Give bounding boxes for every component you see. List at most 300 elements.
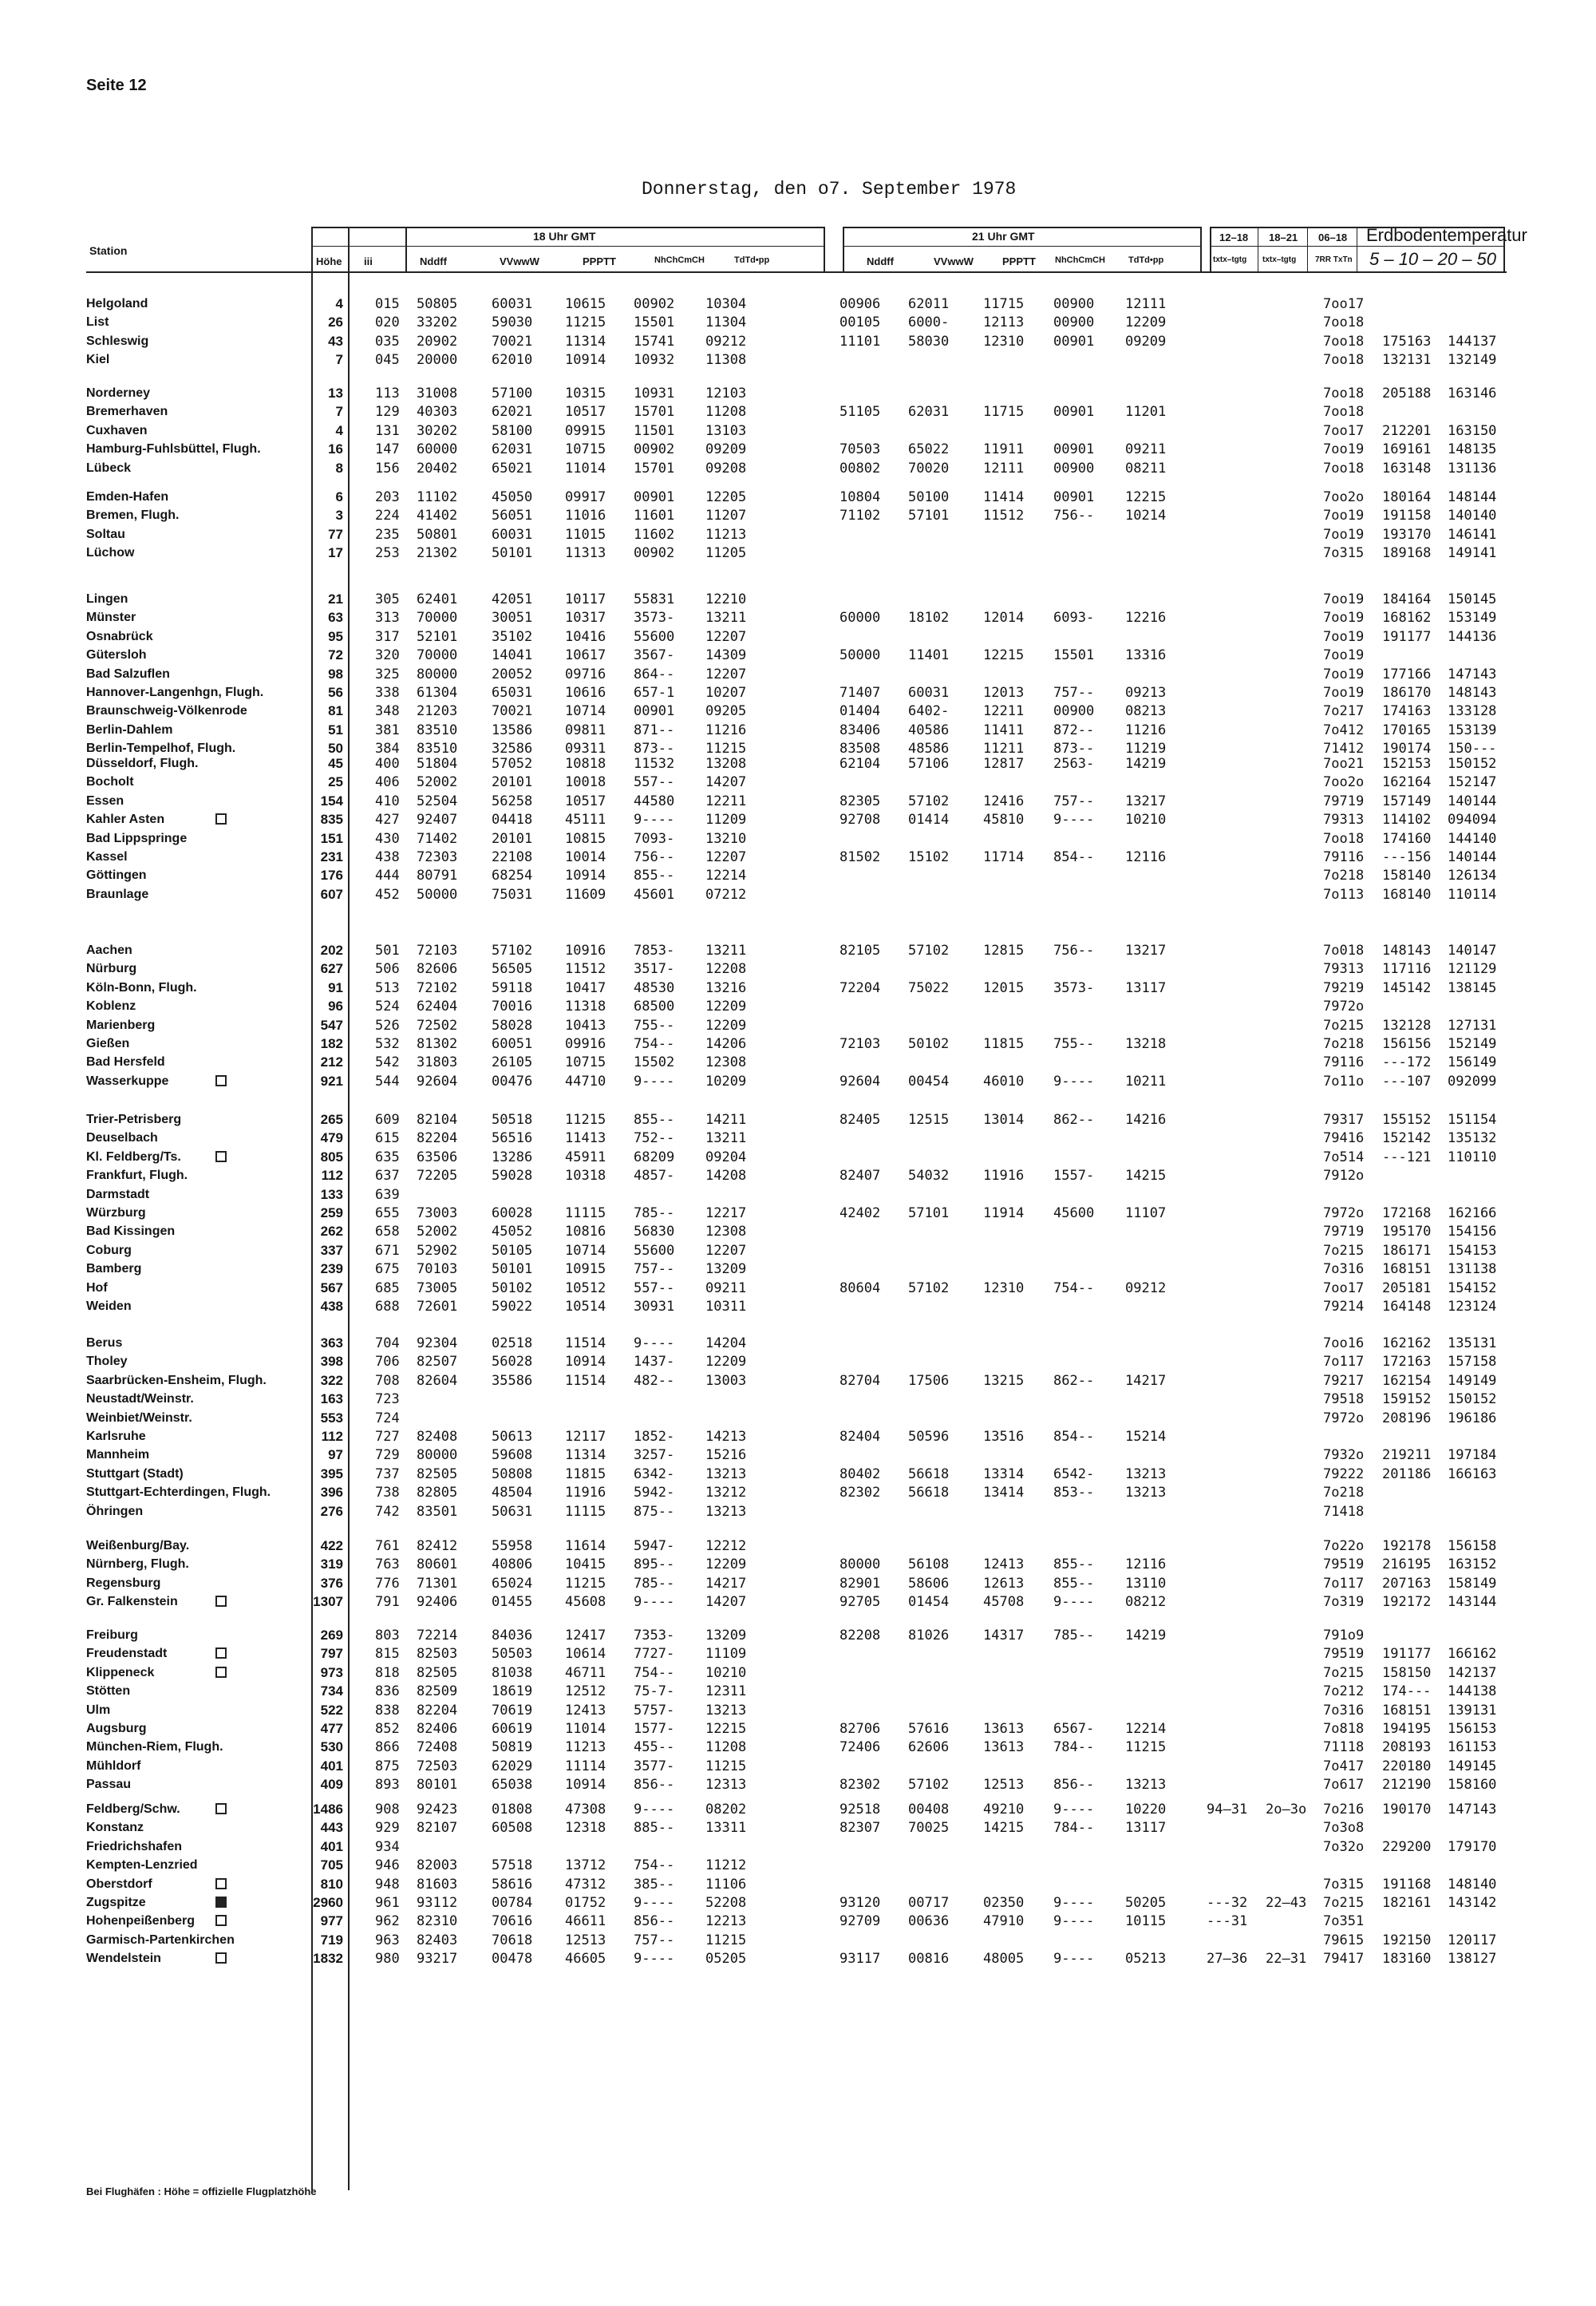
clouds-18-value: 44580	[634, 793, 675, 809]
open-square-icon	[215, 1952, 227, 1964]
station-name: List	[86, 315, 109, 330]
table-row	[86, 1627, 1507, 1644]
soil-temperature-header: Erdbodentemperatur	[1366, 225, 1527, 245]
clouds-18-value: 11501	[634, 422, 675, 439]
extreme-06-18-value: 7o316	[1323, 1261, 1365, 1278]
nddff-18-value: 52002	[417, 774, 458, 791]
extreme-06-18-value: 7oo19	[1323, 526, 1365, 543]
dewpoint-18-value: 05205	[705, 1951, 747, 1968]
station-height: 16	[328, 441, 343, 457]
ppptt-21-value: 49210	[983, 1802, 1025, 1818]
station-height: 322	[320, 1372, 343, 1388]
extreme-06-18-value: 7oo19	[1323, 685, 1365, 701]
dewpoint-18-value: 12207	[705, 628, 747, 645]
open-square-icon	[215, 813, 227, 825]
vvwww-18-value: 50102	[492, 1280, 533, 1296]
vvwww-21-value: 56618	[908, 1465, 950, 1482]
soil-temp-b-value: 140144	[1448, 849, 1497, 865]
station-height: 477	[320, 1721, 343, 1736]
soil-temp-a-value: 172168	[1382, 1205, 1432, 1221]
table-row	[86, 811, 1507, 829]
soil-temp-b-value: 147143	[1448, 1802, 1497, 1818]
ppptt-18-value: 11413	[565, 1130, 606, 1147]
soil-temp-a-value: 191177	[1382, 1646, 1432, 1663]
station-height: 2960	[313, 1895, 343, 1910]
extreme-06-18-value: 79416	[1323, 1130, 1365, 1147]
extreme-06-18-value: 7o212	[1323, 1683, 1365, 1700]
nddff-18-value: 80601	[417, 1556, 458, 1573]
vvwww-21-value: 17506	[908, 1372, 950, 1389]
ppptt-18-value: 12413	[565, 1702, 606, 1719]
dewpoint-18-value: 11308	[705, 352, 747, 369]
ppptt-18-value: 47312	[565, 1876, 606, 1893]
ppptt-18-value: 10715	[565, 441, 606, 458]
station-name: Konstanz	[86, 1821, 144, 1835]
station-name: Oberstdorf	[86, 1877, 152, 1891]
clouds-21-header: NhChCmCH	[1055, 255, 1105, 265]
station-name: Düsseldorf, Flugh.	[86, 757, 199, 770]
iii-value: 406	[375, 774, 400, 791]
ppptt-18-value: 12318	[565, 1820, 606, 1837]
clouds-21-value: 6567-	[1053, 1721, 1095, 1737]
station-name: Hohenpeißenberg	[86, 1914, 196, 1928]
dewpoint-18-value: 12308	[705, 1224, 747, 1240]
vvwww-18-value: 60031	[492, 296, 533, 312]
clouds-18-value: 557--	[634, 774, 675, 791]
dewpoint-21-value: 08213	[1125, 703, 1167, 720]
soil-temp-a-value: 168151	[1382, 1261, 1432, 1278]
extreme-06-18-value: 71418	[1323, 1503, 1365, 1520]
dewpoint-18-value: 12209	[705, 999, 747, 1015]
station-height: 7	[335, 352, 343, 368]
dewpoint-18-value: 12210	[705, 591, 747, 607]
station-name: Saarbrücken-Ensheim, Flugh.	[86, 1373, 267, 1387]
iii-value: 929	[375, 1820, 400, 1837]
ppptt-18-value: 11815	[565, 1465, 606, 1482]
ppptt-21-value: 13014	[983, 1112, 1025, 1128]
table-row	[86, 1204, 1507, 1222]
extreme-06-18-value: 7o315	[1323, 545, 1365, 562]
nddff-18-value: 82507	[417, 1354, 458, 1371]
station-name: Garmisch-Partenkirchen	[86, 1932, 235, 1947]
clouds-18-value: 875--	[634, 1503, 675, 1520]
station-height: 212	[320, 1054, 343, 1070]
vvwww-21-value: 00717	[908, 1895, 950, 1911]
ppptt-21-value: 14215	[983, 1820, 1025, 1837]
vvwww-18-value: 75031	[492, 886, 533, 903]
clouds-18-value: 455--	[634, 1739, 675, 1756]
station-height: 239	[320, 1261, 343, 1277]
vvwww-18-value: 00784	[492, 1895, 533, 1911]
nddff-18-value: 81603	[417, 1876, 458, 1893]
ppptt-21-value: 46010	[983, 1073, 1025, 1090]
table-row	[86, 1738, 1507, 1756]
extreme-06-18-value: 7o351	[1323, 1913, 1365, 1930]
soil-temp-a-value: 152153	[1382, 756, 1432, 772]
ppptt-21-value: 13215	[983, 1372, 1025, 1389]
table-row	[86, 867, 1507, 884]
soil-temp-b-value: 150---	[1448, 741, 1497, 757]
station-height: 363	[320, 1335, 343, 1351]
station-name: Soltau	[86, 527, 125, 541]
nddff-21-value: 93120	[839, 1895, 881, 1911]
iii-value: 235	[375, 526, 400, 543]
nddff-18-value: 92423	[417, 1802, 458, 1818]
nddff-18-value: 72103	[417, 943, 458, 959]
vvwww-18-value: 20052	[492, 666, 533, 682]
ppptt-18-value: 11609	[565, 886, 606, 903]
nddff-18-value: 82204	[417, 1702, 458, 1719]
ppptt-18-value: 11115	[565, 1205, 606, 1221]
soil-temp-a-value: ---121	[1382, 1149, 1432, 1165]
table-row	[86, 1335, 1507, 1352]
ppptt-18-value: 10616	[565, 685, 606, 701]
vvwww-18-value: 50819	[492, 1739, 533, 1756]
station-name: Frankfurt, Flugh.	[86, 1169, 188, 1183]
nddff-18-value: 82104	[417, 1112, 458, 1128]
table-row	[86, 979, 1507, 997]
clouds-18-value: 15741	[634, 333, 675, 350]
soil-temp-a-value: 163148	[1382, 460, 1432, 477]
station-name: Coburg	[86, 1243, 132, 1257]
station-name: Münster	[86, 611, 136, 625]
station-height: 409	[320, 1777, 343, 1793]
nddff-21-value: 92518	[839, 1802, 881, 1818]
dewpoint-21-value: 11215	[1125, 1739, 1167, 1756]
nddff-18-value: 82310	[417, 1913, 458, 1930]
dewpoint-21-value: 10211	[1125, 1073, 1167, 1090]
nddff-21-value: 11101	[839, 333, 881, 350]
extreme-06-18-value: 7oo17	[1323, 296, 1365, 312]
station-name: Stötten	[86, 1684, 131, 1699]
iii-value: 980	[375, 1951, 400, 1968]
dewpoint-18-value: 14309	[705, 647, 747, 664]
nddff-21-value: 80000	[839, 1556, 881, 1573]
extreme-06-18-value: 7oo18	[1323, 386, 1365, 401]
ppptt-18-value: 09917	[565, 489, 606, 505]
vvwww-21-value: 58030	[908, 333, 950, 350]
dewpoint-21-value: 12214	[1125, 1721, 1167, 1737]
dewpoint-21-value: 13213	[1125, 1777, 1167, 1794]
clouds-18-value: 855--	[634, 868, 675, 884]
iii-value: 035	[375, 333, 400, 350]
iii-value: 253	[375, 545, 400, 562]
ppptt-21-value: 11914	[983, 1205, 1025, 1221]
ppptt-18-value: 46711	[565, 1664, 606, 1681]
iii-value: 893	[375, 1777, 400, 1794]
nddff-18-value: 92304	[417, 1335, 458, 1351]
table-row	[86, 295, 1507, 313]
extreme-12-18-sub: txtx–tgtg	[1213, 255, 1247, 264]
soil-temp-b-value: 092099	[1448, 1073, 1497, 1090]
ppptt-18-value: 11014	[565, 1721, 606, 1737]
soil-temp-b-value: 144137	[1448, 333, 1497, 350]
dewpoint-21-value: 08212	[1125, 1594, 1167, 1611]
vvwww-21-value: 57106	[908, 756, 950, 772]
clouds-21-value: 6542-	[1053, 1465, 1095, 1482]
vvwww-18-value: 60051	[492, 1036, 533, 1052]
group-18-top-rule	[311, 227, 824, 228]
dewpoint-21-value: 09213	[1125, 685, 1167, 701]
vvwww-18-header: VVwwW	[500, 255, 539, 267]
table-row	[86, 1073, 1507, 1090]
nddff-18-value: 82408	[417, 1429, 458, 1445]
dewpoint-18-value: 14206	[705, 1036, 747, 1052]
iii-value: 727	[375, 1429, 400, 1445]
iii-value: 963	[375, 1932, 400, 1948]
dewpoint-18-value: 13209	[705, 1628, 747, 1643]
soil-temp-b-value: 143144	[1448, 1594, 1497, 1611]
station-name: Weißenburg/Bay.	[86, 1539, 190, 1552]
ppptt-18-value: 10517	[565, 793, 606, 809]
clouds-18-value: 7727-	[634, 1646, 675, 1663]
group-18-header: 18 Uhr GMT	[533, 230, 596, 243]
iii-value: 609	[375, 1112, 400, 1128]
station-height: 7	[335, 404, 343, 420]
nddff-18-value: 82505	[417, 1465, 458, 1482]
clouds-21-value: 00900	[1053, 314, 1095, 331]
vvwww-18-value: 65021	[492, 460, 533, 477]
clouds-18-value: 1852-	[634, 1429, 675, 1445]
vvwww-21-value: 48586	[908, 741, 950, 757]
clouds-18-value: 873--	[634, 741, 675, 757]
dewpoint-18-value: 12103	[705, 386, 747, 401]
ppptt-21-value: 11414	[983, 489, 1025, 505]
extreme-06-18-value: 7o215	[1323, 1664, 1365, 1681]
vvwww-18-value: 70021	[492, 703, 533, 720]
table-row	[86, 1129, 1507, 1147]
clouds-21-value: 9----	[1053, 1951, 1095, 1968]
soil-temp-b-value: 157158	[1448, 1354, 1497, 1371]
nddff-18-value: 20902	[417, 333, 458, 350]
table-row	[86, 1446, 1507, 1464]
iii-value: 815	[375, 1646, 400, 1663]
clouds-18-value: 56830	[634, 1224, 675, 1240]
station-name: Stuttgart-Echterdingen, Flugh.	[86, 1485, 271, 1500]
iii-value: 791	[375, 1594, 400, 1611]
station-height: 182	[320, 1036, 343, 1051]
ppptt-21-value: 11411	[983, 722, 1025, 738]
nddff-21-value: 80604	[839, 1280, 881, 1296]
vvwww-21-value: 65022	[908, 441, 950, 458]
table-row	[86, 1242, 1507, 1260]
vvwww-18-value: 00476	[492, 1073, 533, 1090]
clouds-18-value: 75-7-	[634, 1683, 675, 1700]
clouds-18-value: 4857-	[634, 1168, 675, 1185]
nddff-21-value: 83406	[839, 722, 881, 738]
station-name: Kassel	[86, 850, 128, 864]
table-row	[86, 1720, 1507, 1738]
station-height: 133	[320, 1186, 343, 1202]
clouds-18-value: 00902	[634, 441, 675, 458]
nddff-18-value: 70103	[417, 1261, 458, 1278]
ppptt-18-value: 10014	[565, 849, 606, 865]
dewpoint-21-value: 50205	[1125, 1895, 1167, 1911]
vvwww-21-value: 57102	[908, 793, 950, 809]
iii-value: 338	[375, 685, 400, 701]
nddff-18-value: 61304	[417, 685, 458, 701]
table-row	[86, 793, 1507, 810]
table-row	[86, 1857, 1507, 1874]
extreme-06-18-value: 7o215	[1323, 1017, 1365, 1034]
nddff-18-value: 51804	[417, 756, 458, 772]
nddff-18-value: 82805	[417, 1485, 458, 1501]
dewpoint-21-value: 11219	[1125, 741, 1167, 757]
ppptt-18-value: 10714	[565, 1242, 606, 1259]
nddff-18-value: 71301	[417, 1575, 458, 1592]
ppptt-18-value: 11015	[565, 526, 606, 543]
dewpoint-18-value: 12207	[705, 849, 747, 865]
ppptt-18-value: 10415	[565, 1556, 606, 1573]
nddff-21-value: 82407	[839, 1168, 881, 1185]
nddff-18-value: 21203	[417, 703, 458, 720]
station-height: 63	[328, 610, 343, 626]
station-height: 8	[335, 460, 343, 476]
nddff-21-value: 71102	[839, 508, 881, 524]
clouds-21-value: 00900	[1053, 296, 1095, 312]
nddff-18-value: 82412	[417, 1538, 458, 1554]
extreme-06-18-value: 79214	[1323, 1299, 1365, 1315]
dewpoint-18-value: 11212	[705, 1857, 747, 1874]
clouds-18-value: 9----	[634, 1951, 675, 1968]
group-21-end-rule	[1200, 227, 1202, 273]
iii-value: 763	[375, 1556, 400, 1573]
station-name: Göttingen	[86, 868, 147, 883]
vvwww-18-value: 70616	[492, 1913, 533, 1930]
soil-temp-a-value: 182161	[1382, 1895, 1432, 1911]
nddff-21-value: 82404	[839, 1429, 881, 1445]
soil-temp-a-value: 212201	[1382, 422, 1432, 439]
extreme-06-18-value: 7oo19	[1323, 508, 1365, 524]
vvwww-18-value: 65031	[492, 685, 533, 701]
dewpoint-21-header: TdTd•pp	[1128, 255, 1164, 265]
station-name: Bamberg	[86, 1262, 142, 1276]
extreme-06-18-value: 7oo16	[1323, 1335, 1365, 1351]
soil-temp-b-value: 148140	[1448, 1876, 1497, 1893]
iii-value: 706	[375, 1354, 400, 1371]
station-name: Gießen	[86, 1037, 130, 1050]
vvwww-18-value: 50503	[492, 1646, 533, 1663]
dewpoint-18-value: 13210	[705, 830, 747, 847]
clouds-21-value: 754--	[1053, 1280, 1095, 1296]
station-name: Trier-Petrisberg	[86, 1113, 182, 1126]
extreme-06-18-value: 7oo18	[1323, 333, 1365, 350]
ppptt-18-value: 44710	[565, 1073, 606, 1090]
table-row	[86, 1537, 1507, 1555]
ppptt-18-value: 10317	[565, 610, 606, 627]
vvwww-18-value: 57518	[492, 1857, 533, 1874]
ppptt-18-value: 11314	[565, 333, 606, 350]
dewpoint-18-value: 11215	[705, 741, 747, 757]
extreme-06-18-value: 7o316	[1323, 1702, 1365, 1719]
ppptt-18-value: 09811	[565, 722, 606, 738]
station-name: Berus	[86, 1336, 123, 1350]
soil-temp-b-value: 143142	[1448, 1895, 1497, 1911]
clouds-21-value: 9----	[1053, 1802, 1095, 1818]
vvwww-18-value: 56051	[492, 508, 533, 524]
extreme-06-18-value: 79116	[1323, 849, 1365, 865]
extreme-06-18-value: 7o514	[1323, 1149, 1365, 1165]
vvwww-18-value: 59022	[492, 1299, 533, 1315]
table-row	[86, 351, 1507, 369]
station-name: Bocholt	[86, 775, 134, 789]
vvwww-18-value: 65024	[492, 1575, 533, 1592]
clouds-21-value: 9----	[1053, 1073, 1095, 1090]
station-height: 112	[321, 1168, 343, 1184]
station-height: 163	[320, 1391, 343, 1407]
clouds-18-value: 00901	[634, 489, 675, 505]
vvwww-18-value: 00478	[492, 1951, 533, 1968]
extreme-06-18-value: 7oo17	[1323, 1280, 1365, 1296]
open-square-icon	[215, 1803, 227, 1814]
ppptt-18-value: 10117	[565, 591, 606, 607]
clouds-18-value: 3577-	[634, 1758, 675, 1774]
filled-square-icon	[215, 1897, 227, 1908]
clouds-21-value: 9----	[1053, 1594, 1095, 1611]
ppptt-21-value: 11911	[983, 441, 1025, 458]
table-row	[86, 314, 1507, 331]
nddff-18-value: 73005	[417, 1280, 458, 1296]
clouds-18-value: 5942-	[634, 1485, 675, 1501]
soil-temp-b-value: 197184	[1448, 1447, 1497, 1464]
dewpoint-21-value: 12215	[1125, 489, 1167, 505]
station-height: 401	[320, 1758, 343, 1774]
iii-value: 685	[375, 1280, 400, 1296]
nddff-18-value: 71402	[417, 830, 458, 847]
station-height: 530	[320, 1739, 343, 1755]
station-height: 376	[320, 1575, 343, 1591]
station-name: Helgoland	[86, 297, 148, 310]
soil-temp-a-value: 117116	[1382, 961, 1432, 978]
ppptt-21-value: 11815	[983, 1036, 1025, 1052]
soil-temp-a-value: 216195	[1382, 1556, 1432, 1573]
dewpoint-18-value: 09208	[705, 460, 747, 477]
nddff-21-value: 92705	[839, 1594, 881, 1611]
table-row	[86, 1575, 1507, 1592]
clouds-21-value: 853--	[1053, 1485, 1095, 1501]
dewpoint-18-value: 09209	[705, 441, 747, 458]
clouds-18-value: 785--	[634, 1205, 675, 1221]
dewpoint-21-value: 05213	[1125, 1951, 1167, 1968]
iii-value: 742	[375, 1503, 400, 1520]
dewpoint-18-value: 12208	[705, 961, 747, 978]
station-height: 810	[320, 1876, 343, 1892]
clouds-21-value: 00901	[1053, 333, 1095, 350]
vvwww-18-value: 70021	[492, 333, 533, 350]
soil-temp-a-value: 184164	[1382, 591, 1432, 607]
ppptt-18-value: 11318	[565, 999, 606, 1015]
ppptt-18-value: 11115	[565, 1503, 606, 1520]
soil-temp-b-value: 154153	[1448, 1242, 1497, 1259]
iii-value: 444	[375, 868, 400, 884]
iii-value: 438	[375, 849, 400, 865]
station-name: Mühldorf	[86, 1758, 141, 1773]
station-height: 202	[320, 943, 343, 958]
iii-value: 305	[375, 591, 400, 607]
station-name: Hamburg-Fuhlsbüttel, Flugh.	[86, 442, 261, 457]
table-row	[86, 1932, 1507, 1949]
nddff-18-value: 83510	[417, 741, 458, 757]
nddff-18-value: 93112	[417, 1895, 458, 1911]
station-height: 4	[335, 296, 343, 311]
station-height: 396	[320, 1485, 343, 1501]
station-height: 6	[335, 489, 343, 504]
table-row	[86, 1950, 1507, 1968]
ppptt-18-value: 11213	[565, 1739, 606, 1756]
dewpoint-21-value: 10220	[1125, 1802, 1167, 1818]
page-title: Donnerstag, den o7. September 1978	[642, 179, 1017, 200]
clouds-21-value: 872--	[1053, 722, 1095, 738]
